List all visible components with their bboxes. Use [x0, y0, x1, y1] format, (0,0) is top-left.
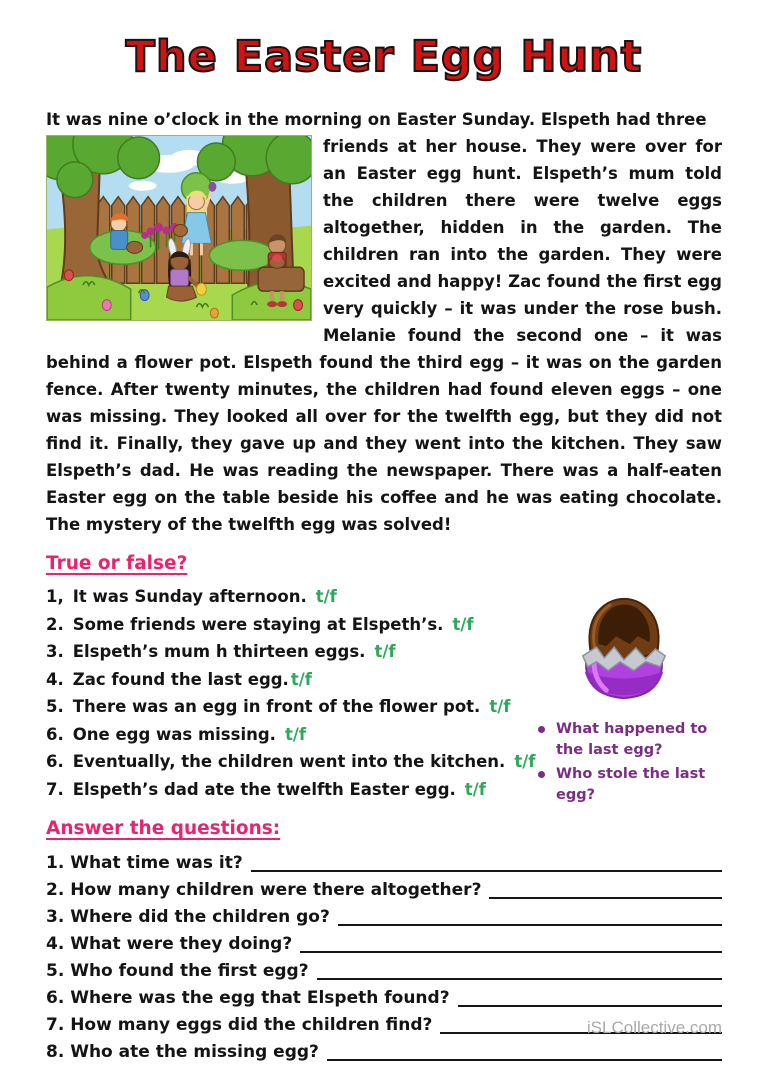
garden-illustration: [46, 135, 312, 321]
side-question-item: [532, 764, 722, 806]
tf-item-text: One egg was missing.: [72, 724, 276, 744]
tf-answer-token[interactable]: t/f: [464, 779, 486, 799]
chocolate-egg-icon: [565, 593, 683, 703]
tf-item-number: 5.: [46, 697, 64, 716]
question-row: [46, 957, 722, 984]
tf-item-text: It was Sunday afternoon.: [72, 587, 307, 606]
question-text: 2. How many children were there altogether?: [46, 880, 482, 900]
tf-item-number: 7.: [46, 779, 64, 799]
story-first-line: It was nine o’clock in the morning on Easter Sunday. Elspeth had three: [46, 110, 707, 129]
answer-blank[interactable]: [251, 852, 722, 872]
answer-blank[interactable]: [317, 960, 722, 980]
question-row: [46, 930, 722, 957]
side-question-list: [526, 719, 722, 806]
question-text: 6. Where was the egg that Elspeth found?: [46, 988, 450, 1008]
answer-blank[interactable]: [338, 906, 722, 926]
tf-item-number: 6.: [46, 724, 64, 744]
answer-blank[interactable]: [300, 933, 722, 953]
side-column: [526, 593, 722, 809]
side-question-item: [532, 719, 722, 761]
question-row: [46, 876, 722, 903]
answer-blank[interactable]: [489, 879, 722, 899]
tf-item-text: Elspeth’s mum h thirteen eggs.: [72, 642, 366, 661]
tf-item: [46, 638, 591, 666]
worksheet-title: The Easter Egg Hunt: [125, 32, 643, 82]
tf-item: [46, 666, 591, 694]
question-text: 7. How many eggs did the children find?: [46, 1015, 433, 1035]
tf-item-number: 1,: [46, 587, 64, 606]
side-question-text: What happened to the last egg?: [556, 721, 708, 758]
tf-item-text: Some friends were staying at Elspeth’s.: [72, 614, 444, 634]
garden-scene-icon: [47, 136, 311, 320]
tf-item-text: Zac found the last egg.: [72, 669, 289, 689]
tf-item: [46, 776, 591, 804]
question-text: 3. Where did the children go?: [46, 907, 330, 927]
tf-item-number: 2.: [46, 614, 64, 634]
tf-item: [46, 748, 591, 776]
story-rest: friends at her house. They were over for an Easter egg hunt. Elspeth’s mum told the children there were twelve eggs altogether, hidden in the garden. The children ran into the garden. They were excited and happy! Zac found the first egg very quickly – it was under the rose bush. Melanie found the second one – it was behind a flower pot. Elspeth found the third egg – it was on the garden fence. After twenty minutes, the children had found eleven eggs – one was missing. They looked all over for the twelfth egg, but they did not find it. Finally, they gave up and they went into the kitchen. They saw Elspeth’s dad. He was reading the newspaper. There was a half-eaten Easter egg on the table beside his coffee and he was eating chocolate. The mystery of the twelfth egg was solved!: [46, 137, 722, 534]
tf-item: [46, 693, 591, 721]
tf-item-text: Elspeth’s dad ate the twelfth Easter egg.: [72, 779, 456, 799]
question-row: [46, 849, 722, 876]
question-text: 8. Who ate the missing egg?: [46, 1042, 319, 1062]
question-row: [46, 903, 722, 930]
side-question-text: Who stole the last egg?: [556, 766, 706, 803]
tf-list: [46, 583, 591, 803]
story-paragraph: [46, 106, 722, 538]
tf-section: [46, 583, 722, 803]
tf-item: [46, 611, 591, 639]
tf-answer-token[interactable]: t/f: [290, 669, 312, 689]
tf-answer-token[interactable]: t/f: [284, 724, 307, 744]
question-text: 5. Who found the first egg?: [46, 961, 309, 981]
tf-item: [46, 583, 591, 611]
question-text: 4. What were they doing?: [46, 934, 293, 954]
answer-blank[interactable]: [458, 987, 722, 1007]
tf-answer-token[interactable]: t/f: [514, 752, 536, 771]
tf-item-number: 4.: [46, 669, 64, 689]
tf-answer-token[interactable]: t/f: [374, 642, 396, 661]
question-row: [46, 984, 722, 1011]
tf-item-number: 6.: [46, 752, 64, 771]
tf-answer-token[interactable]: t/f: [452, 614, 474, 634]
chocolate-egg-illustration: [565, 593, 683, 703]
question-row: [46, 1038, 722, 1065]
tf-heading: True or false?: [46, 553, 188, 574]
watermark: iSLCollective.com: [586, 1018, 722, 1037]
questions-heading: Answer the questions:: [46, 818, 281, 839]
tf-answer-token[interactable]: t/f: [315, 587, 337, 606]
tf-item: [46, 721, 591, 749]
tf-item-number: 3.: [46, 642, 64, 661]
answer-blank[interactable]: [327, 1041, 722, 1061]
tf-answer-token[interactable]: t/f: [489, 697, 511, 716]
tf-item-text: There was an egg in front of the flower pot.: [72, 697, 481, 716]
tf-item-text: Eventually, the children went into the kitchen.: [72, 752, 506, 771]
question-text: 1. What time was it?: [46, 853, 243, 873]
